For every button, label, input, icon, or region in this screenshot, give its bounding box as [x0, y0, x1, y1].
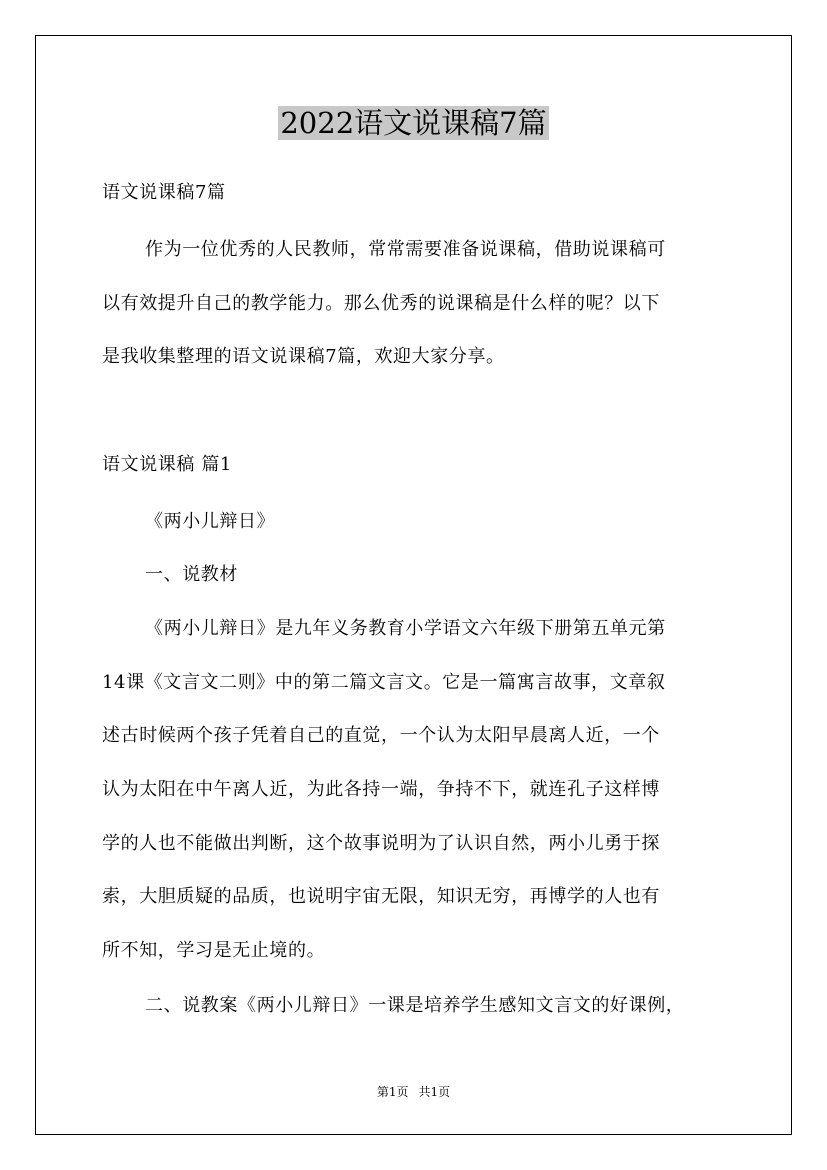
- part1-line-2: 14课《文言文二则》中的第二篇文言文。它是一篇寓言故事，文章叙: [102, 672, 666, 693]
- part1-heading: 一、说教材: [145, 564, 238, 585]
- intro-line-1: 作为一位优秀的人民教师，常常需要准备说课稿，借助说课稿可: [145, 239, 666, 260]
- intro-line-3: 是我收集整理的语文说课稿7篇，欢迎大家分享。: [102, 346, 505, 367]
- part1-line-1: 《两小儿辩日》是九年义务教育小学语文六年级下册第五单元第: [145, 618, 666, 639]
- page-total: 共1页: [418, 1085, 451, 1099]
- part1-line-4: 认为太阳在中午离人近，为此各持一端，争持不下，就连孔子这样博: [102, 779, 660, 800]
- section-heading: 语文说课稿 篇1: [102, 454, 232, 475]
- intro-line-2: 以有效提升自己的教学能力。那么优秀的说课稿是什么样的呢？以下: [102, 293, 660, 314]
- document-title-text: 2022语文说课稿7篇: [280, 106, 547, 140]
- part1-line-3: 述古时候两个孩子凭着自己的直觉，一个认为太阳早晨离人近，一个: [102, 725, 660, 746]
- document-subtitle: 语文说课稿7篇: [102, 182, 226, 203]
- part1-line-6: 索，大胆质疑的品质，也说明宇宙无限，知识无穷，再博学的人也有: [102, 886, 660, 907]
- lesson-title: 《两小儿辩日》: [145, 511, 276, 532]
- page-footer: [0, 1083, 827, 1100]
- part1-line-5: 学的人也不能做出判断，这个故事说明为了认识自然，两小儿勇于探: [102, 833, 660, 854]
- part1-line-7: 所不知，学习是无止境的。: [102, 940, 326, 961]
- document-title: [0, 102, 827, 144]
- part2-line-1: 二、说教案《两小儿辩日》一课是培养学生感知文言文的好课例，: [145, 995, 685, 1016]
- page-number: 第1页: [376, 1085, 409, 1099]
